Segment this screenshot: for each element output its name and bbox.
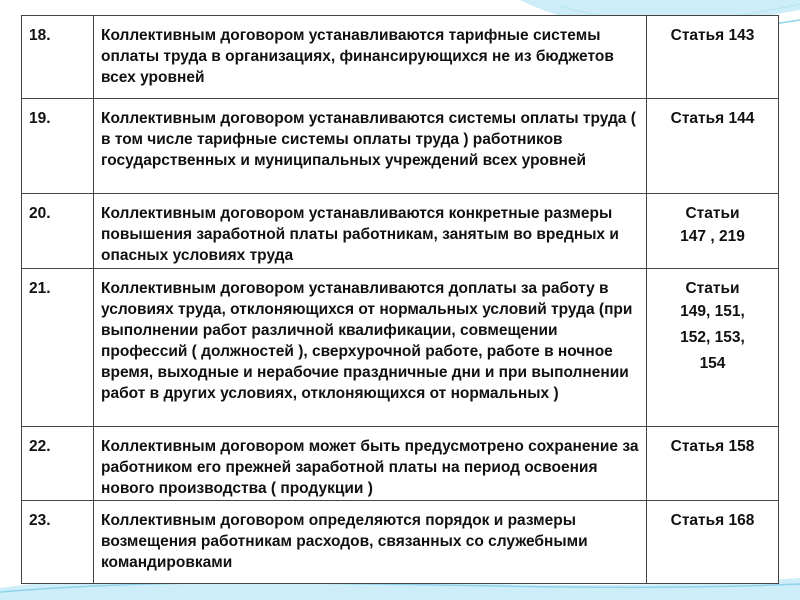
article-line: Статьи [685,205,740,222]
article-line: Статья 168 [670,512,755,529]
row-article [647,194,779,269]
row-number: 22. [22,427,94,501]
table-row [22,99,779,194]
table-row [22,427,779,501]
article-line: 152, 153, [680,329,745,346]
article-line: Статья 143 [670,27,755,44]
row-article [647,16,779,99]
row-description: Коллективным договором может быть предусмотрено сохранение за работником его прежней заработной платы на период освоения нового производства ( продукции ) [94,427,647,501]
row-description: Коллективным договором устанавливаются тарифные системы оплаты труда в организациях, финансирующихся не из бюджетов всех уровней [94,16,647,99]
row-article [647,269,779,427]
article-line: 154 [699,355,726,372]
row-description: Коллективным договором устанавливаются системы оплаты труда ( в том числе тарифные системы оплаты труда ) работников государственных и муниципальных учреждений всех уровней [94,99,647,194]
article-line: Статья 144 [670,110,755,127]
row-description: Коллективным договором устанавливаются доплаты за работу в условиях труда, отклоняющихся от нормальных условий труда (при выполнении работ различной квалификации, совмещении профессий ( должностей ), сверхурочной работе, работе в ночное время, выходные и нерабочие праздничные дни и при выполнении работ в других условиях, отклоняющихся от нормальных ) [94,269,647,427]
row-number: 19. [22,99,94,194]
row-article [647,99,779,194]
row-number: 21. [22,269,94,427]
row-number: 20. [22,194,94,269]
table-row [22,16,779,99]
row-number: 18. [22,16,94,99]
table-row [22,501,779,584]
table-row [22,269,779,427]
row-description: Коллективным договором определяются порядок и размеры возмещения работникам расходов, связанных со служебными командировками [94,501,647,584]
row-article [647,427,779,501]
labor-code-articles-table [21,15,779,584]
article-line: Статьи [685,280,740,297]
table-row [22,194,779,269]
row-number: 23. [22,501,94,584]
row-description: Коллективным договором устанавливаются конкретные размеры повышения заработной платы работникам, занятым во вредных и опасных условиях труда [94,194,647,269]
row-article [647,501,779,584]
article-line: 149, 151, [680,303,745,320]
article-line: 147 , 219 [680,228,745,245]
article-line: Статья 158 [670,438,755,455]
